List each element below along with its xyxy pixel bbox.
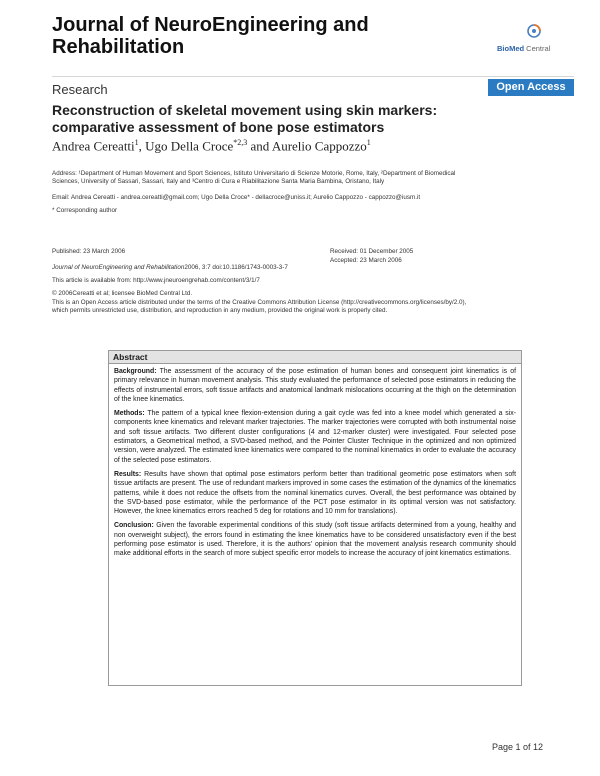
abstract-box [108, 350, 522, 686]
article-title [52, 102, 574, 136]
biomed-central-logo-text [497, 44, 550, 53]
author-affiliation: *2,3 [233, 138, 248, 147]
address-line: Sciences, University of Sassari, Sassari, Italy and ³Centro di Cura e Riabilitazione Santa Maria Bambina, Oristano, Italy [52, 178, 385, 186]
accepted-date: Accepted: 23 March 2006 [330, 257, 402, 264]
abstract-paragraph-background [114, 367, 516, 404]
abstract-section-text: The pattern of a typical knee flexion-extension during a gait cycle was fed into a knee model which generated a six-components knee kinematics and relevant marker trajectories. The marker trajectories were corrupted with both instrumental noise and soft tissue artifacts. Two different cluster configurations (4 and 12-marker cluster) were investigated. Four selected pose estimators, a Geometrical method, a SVD-based method, and the Pointer Cluster Technique in the optimized and non optimized version, were analyzed. The estimated knee kinematics were compared to the nominal kinematics in order to evaluate the accuracy of the selected pose estimators. [114, 410, 516, 464]
corresponding-author-note: * Corresponding author [52, 207, 118, 214]
author-name: Ugo Della Croce [145, 138, 234, 154]
copyright-notice: © 2006Cereatti et al; licensee BioMed Central Ltd. [52, 290, 193, 297]
author-affiliation: 1 [366, 138, 371, 147]
citation-line [52, 264, 288, 272]
logo-brand-part1: BioMed [497, 44, 525, 53]
abstract-body [109, 364, 521, 559]
journal-title-line2: Rehabilitation [52, 36, 185, 58]
article-title-line1: Reconstruction of skeletal movement using skin markers: [52, 102, 438, 118]
open-access-badge: Open Access [488, 79, 574, 96]
biomed-central-logo-icon [497, 22, 572, 62]
author-name: Aurelio Cappozzo [271, 138, 367, 154]
license-line: which permits unrestricted use, distribution, and reproduction in any medium, provided the original work is properly cited. [52, 307, 388, 315]
author-list [52, 138, 574, 154]
author-separator: , [138, 138, 146, 154]
license-text [52, 299, 574, 316]
abstract-paragraph-conclusion [114, 521, 516, 558]
abstract-section-label: Background: [114, 368, 157, 375]
abstract-heading: Abstract [109, 351, 521, 364]
abstract-section-text: The assessment of the accuracy of the pose estimation of human bones and consequent joint kinematics is of primary relevance in human movement analysis. This study evaluated the performance of selected pose estimators in reducing the effects of instrumental errors, soft tissue artifacts and anatomical landmark mislocations occurring at the thigh on the determination of the knee kinematics. [114, 368, 516, 403]
abstract-section-text: Given the favorable experimental conditions of this study (soft tissue artifacts determined from a young, healthy and non overweight subject), the errors found in estimating the knee kinematics have to be considered unsatisfactory even if the best performing pose estimator is used. Therefore, it is the authors' opinion that the movement analysis research community should make additional efforts in the search of more subject specific error models to increase the accuracy of joint kinematics estimations. [114, 522, 516, 558]
author-emails: Email: Andrea Cereatti - andrea.cereatti@gmail.com; Ugo Della Croce* - dellacroce@uniss.it; Aurelio Cappozzo - cappozzo@iusm.it [52, 194, 421, 201]
journal-title [52, 14, 432, 58]
license-line: This is an Open Access article distributed under the terms of the Creative Commons Attribution License (http://creativecommons.org/licenses/by/2.0), [52, 299, 467, 306]
address-line: Address: ¹Department of Human Movement and Sport Sciences, Istituto Universitario di Scienze Motorie, Rome, Italy, ²Department of Biomedical [52, 170, 456, 177]
article-title-line2: comparative assessment of bone pose estimators [52, 119, 385, 135]
author-separator: and [247, 138, 272, 154]
abstract-paragraph-methods [114, 409, 516, 465]
section-label: Research [52, 82, 108, 97]
author-affiliation: 1 [134, 138, 139, 147]
logo-brand-part2: Central [524, 44, 551, 53]
abstract-section-label: Methods: [114, 410, 145, 418]
header-divider [52, 76, 574, 77]
abstract-paragraph-results [114, 470, 516, 516]
citation-details: 2006, 3:7 doi:10.1186/1743-0003-3-7 [184, 264, 288, 271]
page-number: Page 1 of 12 [492, 742, 544, 752]
citation-journal: Journal of NeuroEngineering and Rehabilitation [52, 264, 185, 271]
abstract-section-label: Conclusion: [114, 522, 154, 530]
abstract-section-text: Results have shown that optimal pose estimators perform better than traditional geometric pose estimators when soft tissue artifacts are present. The use of redundant markers improved in some cases the estimation of the dynamics of the kinematics patterns, while it does not reduce the offsets from the nominal kinematics curves. Overall, the best performance was obtained by the SVD-based pose estimator, while the performance of the PCT pose estimator in its optimal version was not satisfactory. However, the knee kinematics errors reached 5 deg for rotations and 10 mm for translations). [114, 470, 516, 516]
journal-title-line1: Journal of NeuroEngineering and [52, 14, 369, 36]
abstract-section-label: Results: [114, 470, 142, 478]
published-date: Published: 23 March 2006 [52, 248, 126, 255]
article-url-line[interactable]: This article is available from: http://www.jneuroengrehab.com/content/3/1/7 [52, 277, 260, 284]
author-name: Andrea Cereatti [52, 138, 135, 154]
affiliation-address [52, 170, 574, 187]
received-date: Received: 01 December 2005 [330, 248, 414, 255]
